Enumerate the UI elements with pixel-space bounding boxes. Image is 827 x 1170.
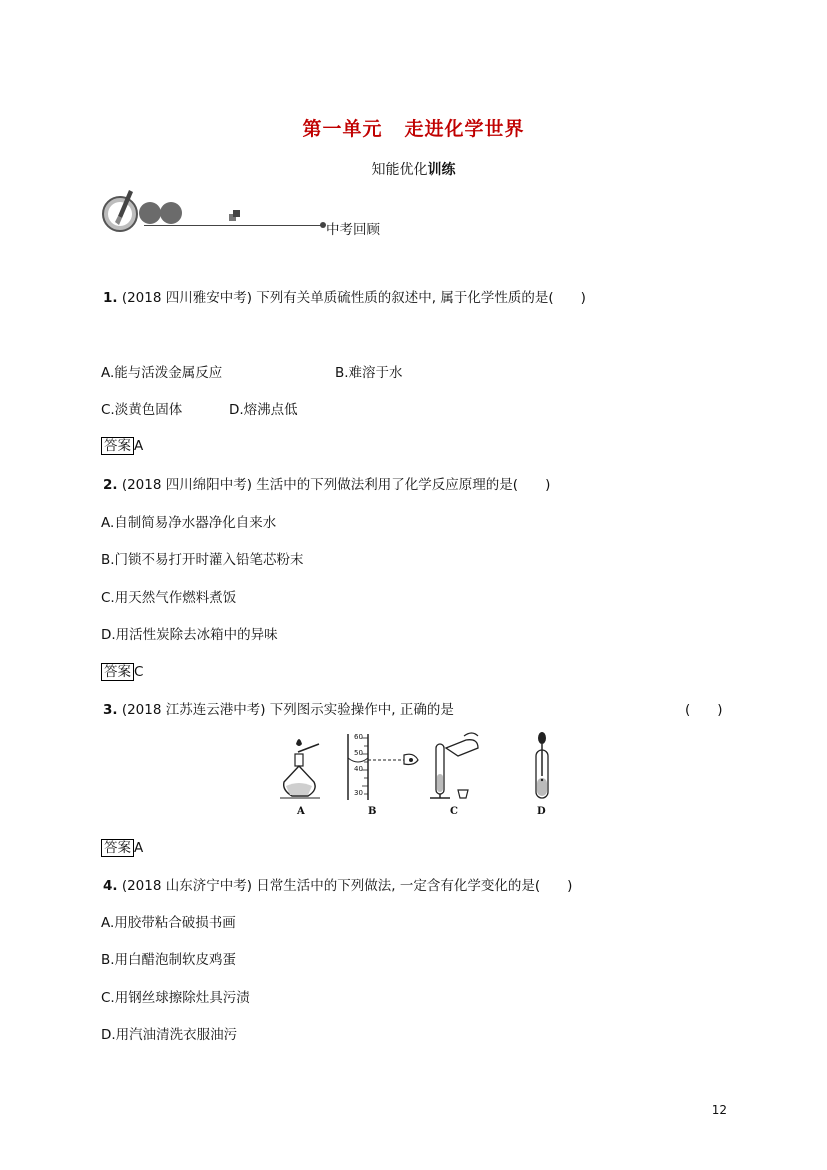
question-text: (2018 四川绵阳中考) 生活中的下列做法利用了化学反应原理的是( ) [121,477,551,493]
answer-value: A [134,438,144,454]
option-b: B.门锁不易打开时灌入铅笔芯粉末 [101,552,304,568]
option-c: C.用天然气作燃料煮饭 [101,590,237,606]
question-text: (2018 四川雅安中考) 下列有关单质硫性质的叙述中, 属于化学性质的是( ) [121,290,586,306]
answer-1 [101,434,143,454]
subtitle-bold: 训练 [427,162,456,178]
option-b: B.难溶于水 [335,365,403,381]
page-title [0,114,827,141]
option-b: B.用白醋泡制软皮鸡蛋 [101,952,237,968]
question-number: 1. [103,290,118,306]
question-3-stem [103,698,454,718]
title-topic: 走进化学世界 [404,118,525,140]
alcohol-lamp-figure [274,732,334,804]
page-number: 12 [711,1103,727,1117]
section-rule [144,225,322,226]
option-d: D.用活性炭除去冰箱中的异味 [101,627,278,643]
option-a: A.用胶带粘合破损书画 [101,915,236,931]
answer-value: C [134,664,144,680]
question-number: 2. [103,477,118,493]
question-text: (2018 江苏连云港中考) 下列图示实验操作中, 正确的是 [121,702,454,718]
question-4-stem [103,874,572,894]
answer-2 [101,660,143,680]
title-unit: 第一单元 [302,118,383,140]
option-c: C.淡黄色固体 [101,402,183,418]
question-number: 4. [103,878,118,894]
answer-bracket: ( ) [685,702,723,718]
subtitle-text: 知能优化 [371,162,428,178]
figure-label-c: C [450,806,458,817]
scale-tick-30: 30 [354,789,363,797]
option-d: D.熔沸点低 [229,402,298,418]
figure-label-b: B [368,806,377,817]
twin-circle-icon [138,200,184,226]
option-c: C.用钢丝球擦除灶具污渍 [101,990,250,1006]
pouring-liquid-figure [428,730,498,802]
scale-tick-40: 40 [354,765,363,773]
lab-figure [270,730,570,822]
figure-label-d: D [537,806,546,817]
answer-label: 答案 [101,663,134,681]
answer-label: 答案 [101,437,134,455]
option-d: D.用汽油清洗衣服油污 [101,1027,238,1043]
question-2-stem [103,473,550,493]
dropper-figure [522,730,562,802]
scale-tick-60: 60 [354,733,363,741]
small-square-icon [229,210,241,222]
option-a: A.能与活泼金属反应 [101,365,223,381]
section-banner [100,188,400,238]
option-a: A.自制简易净水器净化自来水 [101,515,277,531]
page-subtitle [0,159,827,179]
scale-tick-50: 50 [354,749,363,757]
question-text: (2018 山东济宁中考) 日常生活中的下列做法, 一定含有化学变化的是( ) [121,878,573,894]
figure-label-a: A [297,806,305,817]
answer-label: 答案 [101,839,134,857]
answer-3 [101,836,143,856]
question-number: 3. [103,702,118,718]
question-1-stem [103,286,586,306]
answer-value: A [134,840,144,856]
section-label: 中考回顾 [326,222,380,238]
